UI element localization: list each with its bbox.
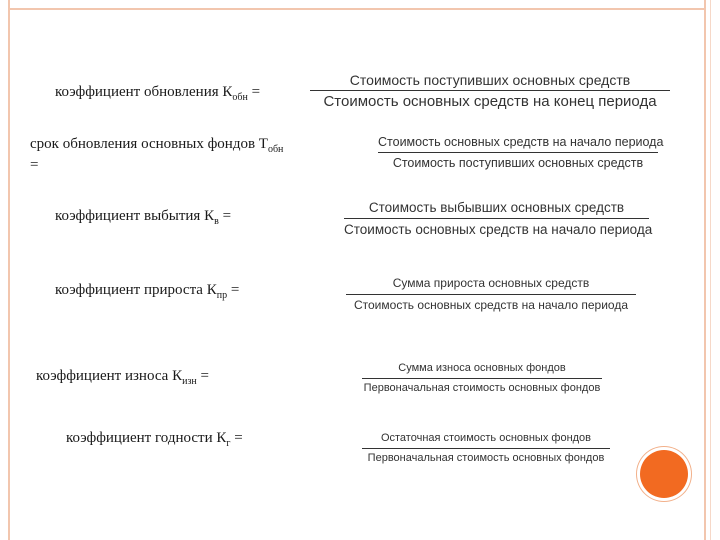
formula-numerator: Стоимость поступивших основных средств xyxy=(349,72,631,88)
formula-numerator: Сумма износа основных фондов xyxy=(398,362,566,374)
renewal-period-label: срок обновления основных фондов $Т_{обн}$ xyxy=(30,136,284,155)
renewal-coefficient-formula xyxy=(310,72,670,110)
renewal-period-formula xyxy=(378,135,664,170)
wear-coefficient-label: коэффициент износа $К_{изн}$ = xyxy=(36,368,209,387)
formula-numerator: Сумма прироста основных средств xyxy=(392,276,590,290)
formula-denominator: Первоначальная стоимость основных фондов xyxy=(367,452,605,464)
formula-denominator: Стоимость основных средств на конец периода xyxy=(323,93,657,110)
formula-numerator: Остаточная стоимость основных фондов xyxy=(380,432,592,444)
renewal-period-equals: = xyxy=(30,157,39,173)
formula-denominator: Стоимость основных средств на начало периода xyxy=(344,222,653,237)
disposal-coefficient-label: коэффициент выбытия $К_в$ = xyxy=(55,208,232,227)
orange-circle-decoration xyxy=(640,450,688,498)
growth-coefficient-formula xyxy=(346,276,636,312)
disposal-coefficient-formula xyxy=(344,200,653,237)
frame-top-line xyxy=(10,8,704,10)
frame-right-line xyxy=(704,0,706,540)
fitness-coefficient-formula xyxy=(362,432,610,464)
fitness-coefficient-label: коэффициент годности $К_г$ = xyxy=(66,430,243,449)
renewal-coefficient-label: коэффициент обновления $К_{обн}$ = xyxy=(55,84,261,103)
formula-denominator: Стоимость основных средств на начало периода xyxy=(353,298,628,312)
frame-right-outer-line xyxy=(710,0,711,540)
formula-denominator: Первоначальная стоимость основных фондов xyxy=(363,382,601,394)
growth-coefficient-label: коэффициент прироста $К_{пр}$ = xyxy=(55,282,240,301)
frame-left-line xyxy=(8,0,10,540)
formula-numerator: Стоимость основных средств на начало периода xyxy=(378,135,664,149)
formula-numerator: Стоимость выбывших основных средств xyxy=(368,200,625,215)
formula-denominator: Стоимость поступивших основных средств xyxy=(392,156,644,170)
wear-coefficient-formula xyxy=(362,362,602,394)
